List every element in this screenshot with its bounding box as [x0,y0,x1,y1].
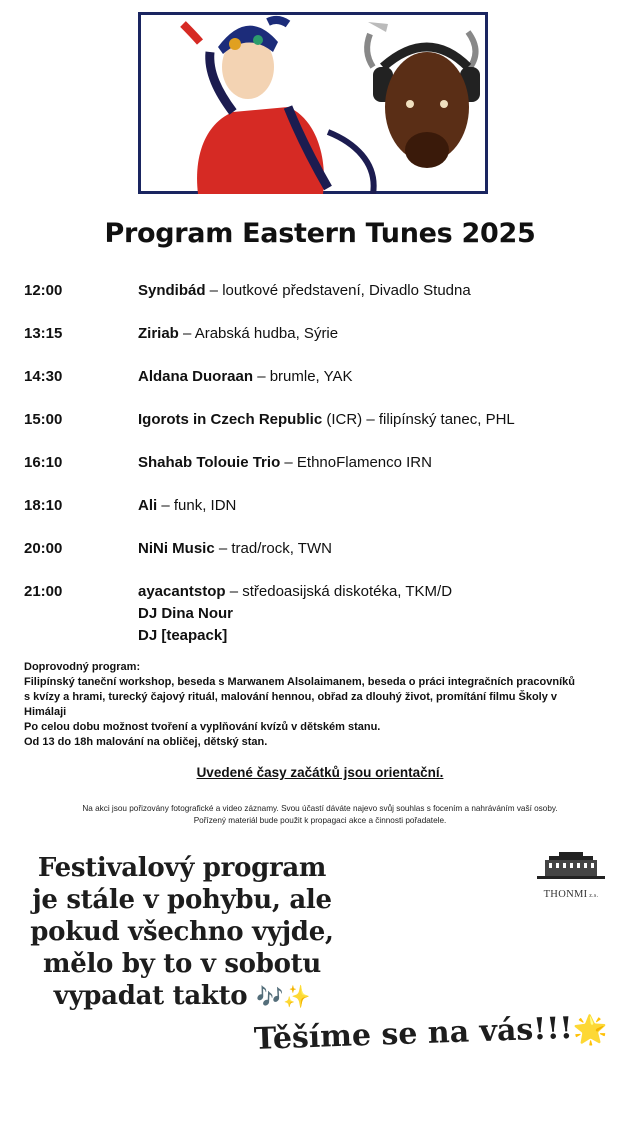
act-description: – loutkové představení, Divadlo Studna [205,282,471,299]
act-description: – Arabská hudba, Sýrie [178,325,339,342]
side-program-line: s kvízy a hrami, turecký čajový rituál, malování hennou, obřad za dlouhý život, promítání filmu Školy v [24,691,558,703]
schedule-time: 20:00 [24,540,63,557]
schedule-time: 15:00 [24,411,63,428]
greeting-sticker [253,1010,608,1058]
act-name: Ziriab [138,325,179,342]
act-name: Aldana Duoraan [138,368,254,385]
fine-print-line: Na akci jsou pořizovány fotografické a video záznamy. Svou účastí dáváte najevo svůj souhlas s focením a nahráváním vaší osoby. [82,804,558,813]
schedule-time: 14:30 [24,368,63,385]
sticker-line: pokud všechno vyjde, [30,917,334,947]
sticker-line: je stále v pohybu, ale [32,885,332,915]
schedule-time: 21:00 [24,583,63,600]
greeting-text: Těšíme se na vás!!! [253,1010,574,1057]
act-description: – trad/rock, TWN [214,540,332,557]
schedule-time: 13:15 [24,325,63,342]
side-program-line: Filipínský taneční workshop, beseda s Marwanem Alsolaimanem, beseda o práci integračních pracovníků [24,676,575,688]
thonmi-logo [535,852,607,900]
act-description: (ICR) – filipínský tanec, PHL [322,411,515,428]
act-description: – brumle, YAK [253,368,353,385]
dj-act: DJ [teapack] [138,627,228,644]
sticker-line: mělo by to v sobotu [43,949,321,979]
side-program-line: Po celou dobu možnost tvoření a vyplňování kvízů v dětském stanu. [24,721,381,733]
sticker-line: Festivalový program [37,853,327,883]
act-name: ayacantstop [138,583,226,600]
schedule-time: 16:10 [24,454,63,471]
photo-consent-notice [0,803,640,827]
page-title: Program Eastern Tunes 2025 [104,218,536,249]
program-change-sticker [22,852,342,1013]
side-program-line: Od 13 do 18h malování na obličej, dětský stan. [24,736,268,748]
act-name: Ali [138,497,158,514]
act-name: NiNi Music [138,540,215,557]
logo-text: THONMI [543,889,588,900]
timing-note: Uvedené časy začátků jsou orientační. [196,765,444,780]
fine-print-line: Pořízený materiál bude použit k propagaci akce a činnosti pořadatele. [193,816,447,825]
logo-suffix: z.s. [589,893,599,899]
music-sparkle-emoji-icon: 🎶✨ [256,984,311,1010]
schedule-time: 12:00 [24,282,63,299]
act-description: – EthnoFlamenco IRN [280,454,432,471]
star-emoji-icon: 🌟 [572,1012,609,1047]
side-program [24,660,604,750]
building-icon [535,852,607,884]
act-name: Syndibád [138,282,206,299]
festival-illustration [138,12,488,194]
dj-act: DJ Dina Nour [138,605,234,622]
act-description: – funk, IDN [157,497,237,514]
sticker-line: vypadat takto [53,981,248,1011]
side-program-heading: Doprovodný program: [24,661,141,673]
act-name: Shahab Tolouie Trio [138,454,281,471]
act-name: Igorots in Czech Republic [138,411,323,428]
schedule-time: 18:10 [24,497,63,514]
side-program-line: Himálaji [24,706,67,718]
act-description: – středoasijská diskotéka, TKM/D [225,583,453,600]
